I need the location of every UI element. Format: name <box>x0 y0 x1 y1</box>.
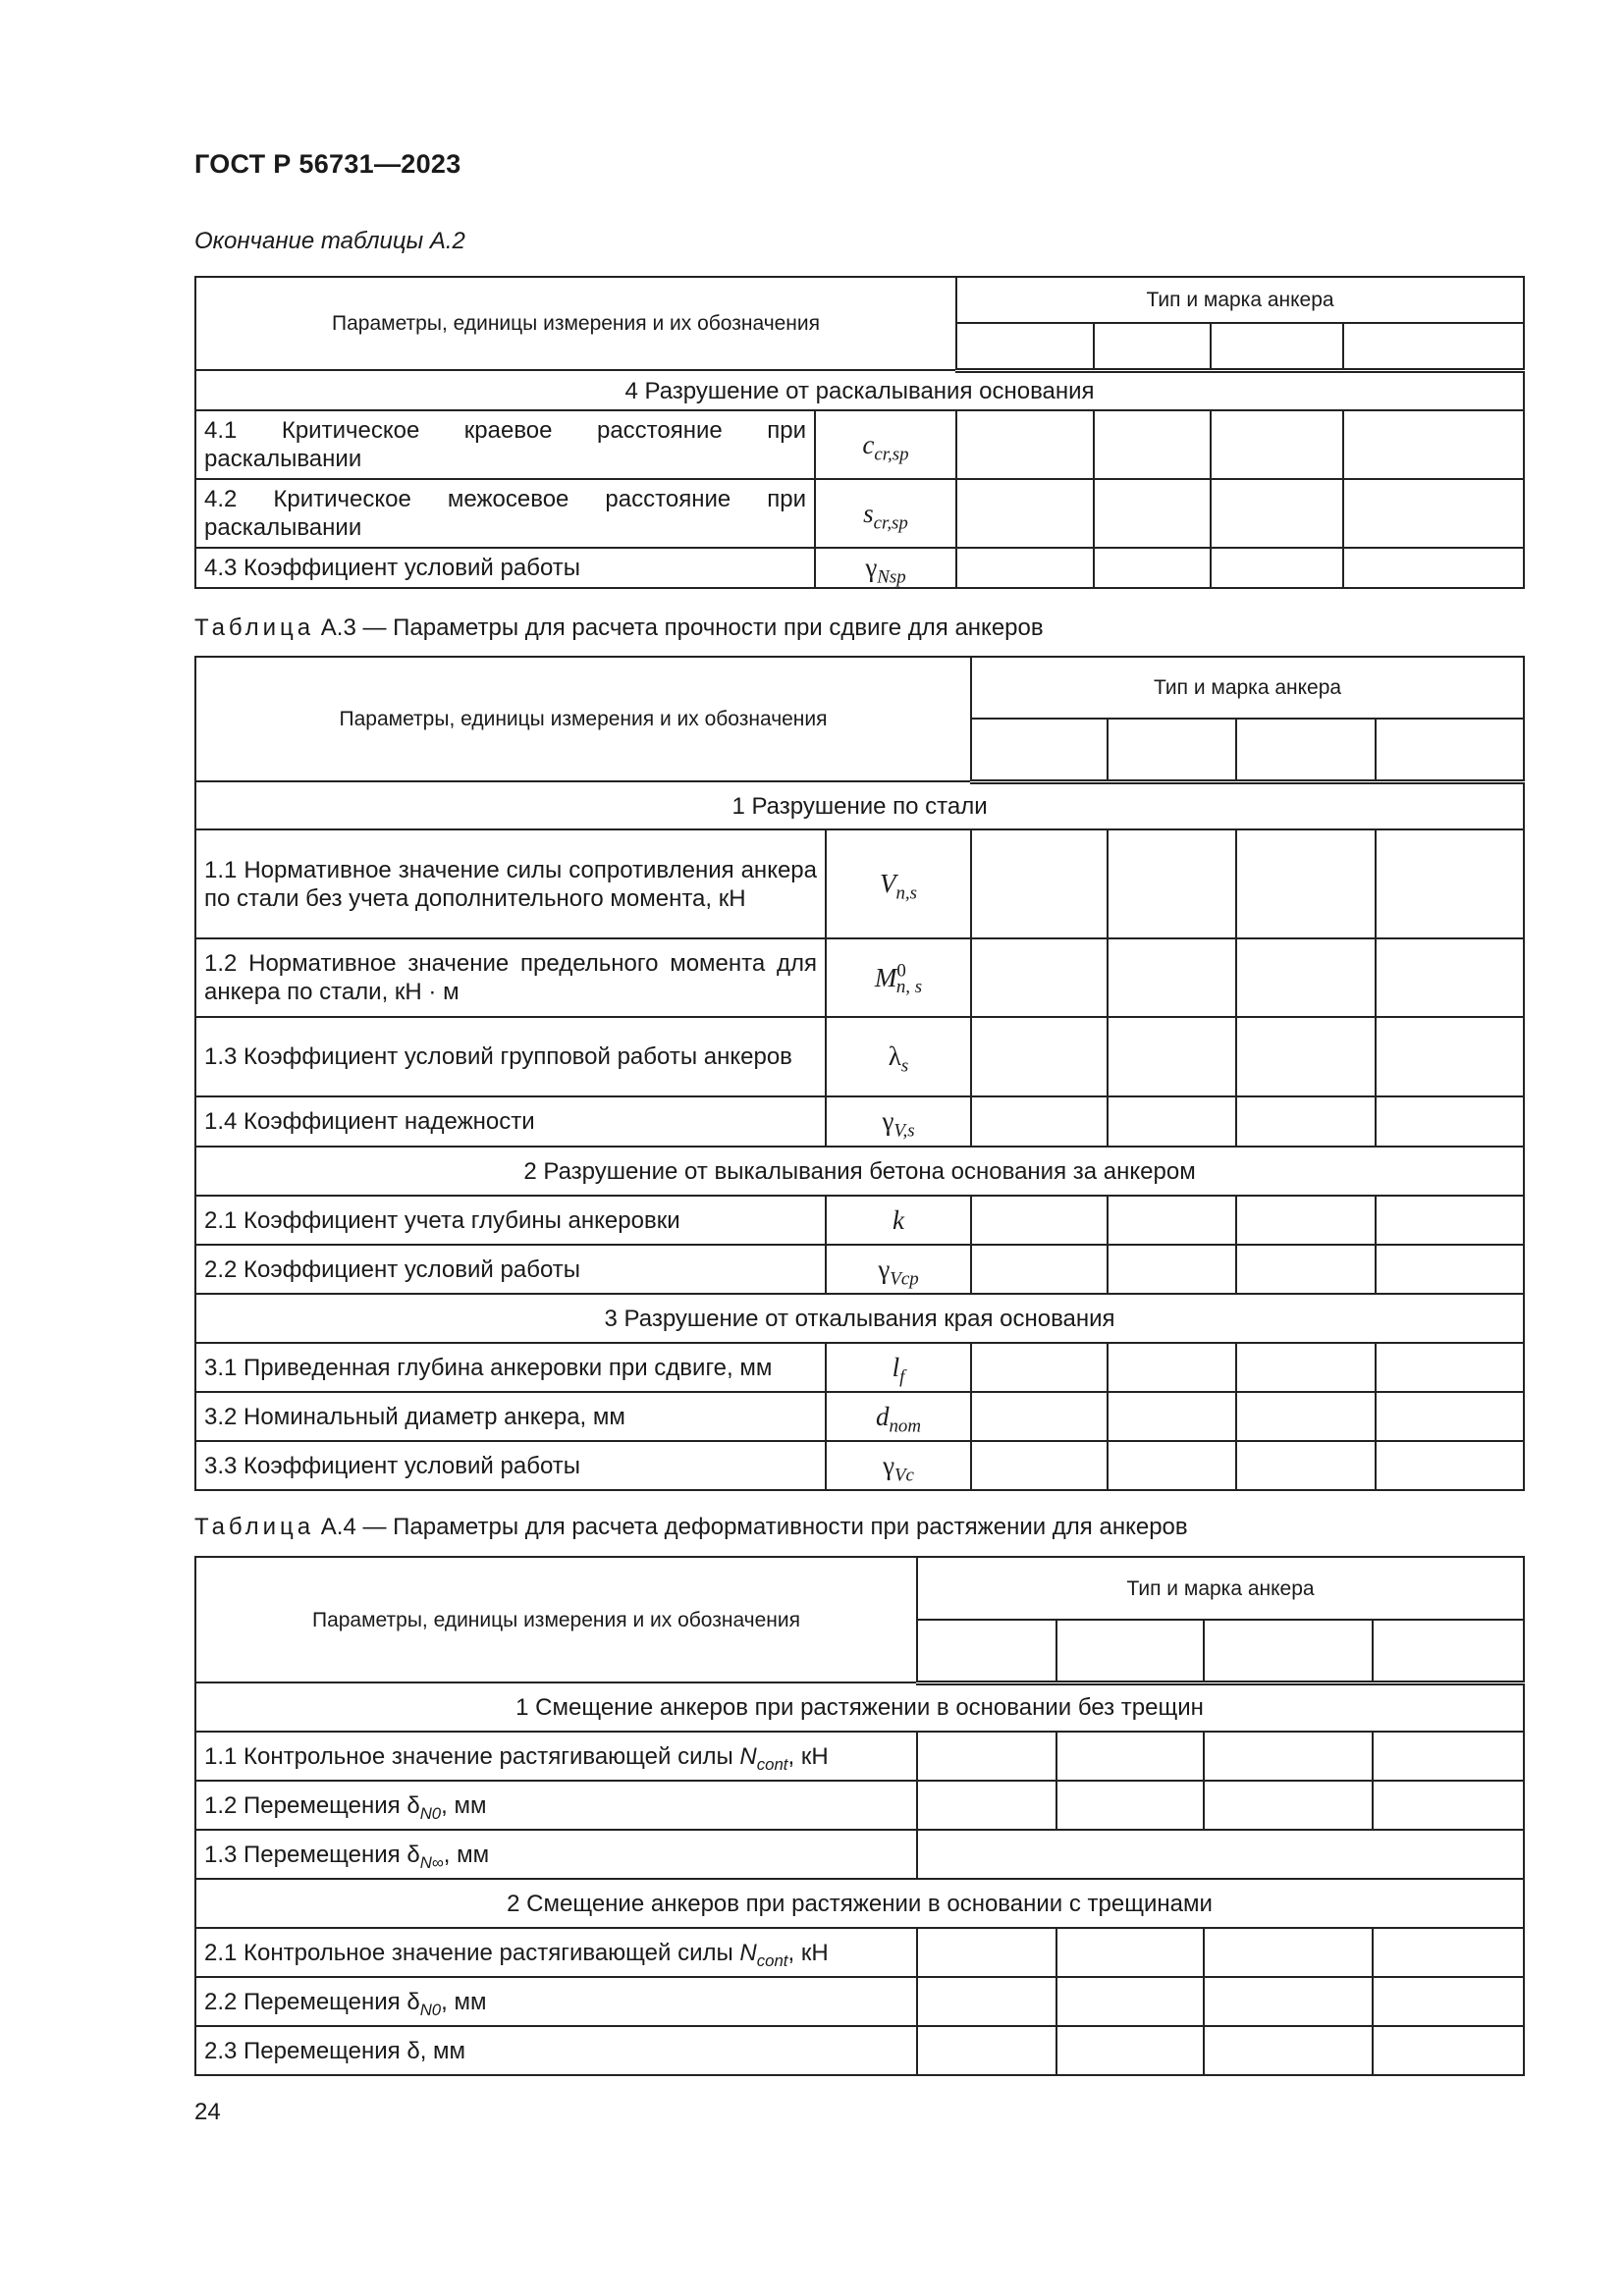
symbol-base: γ <box>883 1450 894 1480</box>
variable: δ <box>406 1988 420 2015</box>
symbol-base: γ <box>882 1106 894 1136</box>
param-name: 1.4 Коэффициент надежности <box>195 1096 826 1147</box>
anchor-type-header: Тип и марка анкера <box>956 277 1524 323</box>
section-title: 2 Смещение анкеров при растяжении в основании с трещинами <box>195 1879 1524 1928</box>
unit-text: , мм <box>419 2037 466 2064</box>
anchor-column-1 <box>971 719 1108 781</box>
param-symbol <box>826 829 971 938</box>
unit-text: , мм <box>443 1841 490 1868</box>
document-code: ГОСТ Р 56731—2023 <box>194 149 461 179</box>
table-row <box>195 1830 1524 1879</box>
param-name: 1.1 Нормативное значение силы сопротивления анкера по стали без учета дополнительного момента, кН <box>195 829 826 938</box>
variable: δ <box>406 1791 420 1819</box>
table-a4 <box>194 1556 1525 2076</box>
unit-text: , мм <box>441 1791 487 1819</box>
param-header: Параметры, единицы измерения и их обозначения <box>195 657 971 781</box>
label-text: 2.1 Контрольное значение растягивающей силы <box>204 1939 740 1966</box>
symbol-subscript: n,s <box>895 882 918 904</box>
table-row <box>195 1343 1524 1392</box>
section-title: 1 Смещение анкеров при растяжении в основании без трещин <box>195 1682 1524 1732</box>
param-name: 2.2 Коэффициент условий работы <box>195 1245 826 1294</box>
symbol-base: M <box>874 962 897 992</box>
variable: δ <box>406 1841 420 1868</box>
table-a3 <box>194 656 1525 1491</box>
symbol-subscript: Vcp <box>890 1268 919 1290</box>
param-name: 1.2 Нормативное значение предельного момента для анкера по стали, кН · м <box>195 938 826 1017</box>
symbol-base: d <box>875 1401 890 1431</box>
param-name <box>195 2026 917 2075</box>
variable-subscript: N∞ <box>419 1852 444 1872</box>
variable-subscript: cont <box>756 1754 788 1774</box>
table-row <box>195 1732 1524 1781</box>
param-name: 4.1 Критическое краевое расстояние при раскалывании <box>195 410 815 479</box>
label-text: 1.1 Контрольное значение растягивающей силы <box>204 1742 740 1770</box>
param-name: 3.3 Коэффициент условий работы <box>195 1441 826 1490</box>
variable-subscript: N0 <box>419 1803 442 1823</box>
symbol-subscript: cr,sp <box>874 444 909 465</box>
param-name: 4.3 Коэффициент условий работы <box>195 548 815 588</box>
section-title: 1 Разрушение по стали <box>195 781 1524 829</box>
param-symbol <box>826 1196 971 1245</box>
section-title: 4 Разрушение от раскалывания основания <box>195 370 1524 410</box>
anchor-column-1 <box>956 323 1094 370</box>
caption-label: Таблица <box>194 1514 315 1540</box>
symbol-subscript: cr,sp <box>873 512 908 534</box>
symbol-base: V <box>879 869 896 898</box>
table-row <box>195 410 1524 479</box>
table-row <box>195 1441 1524 1490</box>
unit-text: , кН <box>787 1742 829 1770</box>
variable-subscript: cont <box>756 1950 788 1970</box>
anchor-column-2 <box>1056 1620 1204 1682</box>
anchor-column-2 <box>1094 323 1211 370</box>
param-name: 2.1 Коэффициент учета глубины анкеровки <box>195 1196 826 1245</box>
symbol-subscript: s <box>900 1055 909 1077</box>
symbol-subscript: n, s <box>895 977 923 998</box>
anchor-column-3 <box>1211 323 1343 370</box>
variable: N <box>739 1742 757 1770</box>
param-name: 4.2 Критическое межосевое расстояние при раскалывании <box>195 479 815 548</box>
table-row <box>195 1781 1524 1830</box>
symbol-subscript: nom <box>889 1415 922 1437</box>
param-header: Параметры, единицы измерения и их обозначения <box>195 1557 917 1682</box>
table-row <box>195 1017 1524 1096</box>
param-symbol <box>826 1392 971 1441</box>
param-name: 3.1 Приведенная глубина анкеровки при сдвиге, мм <box>195 1343 826 1392</box>
unit-text: , кН <box>787 1939 829 1966</box>
section-title: 2 Разрушение от выкалывания бетона основания за анкером <box>195 1147 1524 1196</box>
symbol-base: γ <box>865 553 878 582</box>
param-name: 1.3 Коэффициент условий групповой работы анкеров <box>195 1017 826 1096</box>
anchor-column-3 <box>1236 719 1376 781</box>
page-number: 24 <box>194 2099 221 2125</box>
section-title: 3 Разрушение от откалывания края основания <box>195 1294 1524 1343</box>
symbol-superscript: 0 <box>896 960 906 982</box>
symbol-subscript: Nsp <box>877 566 906 588</box>
table-row <box>195 548 1524 588</box>
label-text: 2.3 Перемещения <box>204 2037 407 2064</box>
label-text: 1.3 Перемещения <box>204 1841 407 1868</box>
caption-text: А.3 — Параметры для расчета прочности при сдвиге для анкеров <box>314 614 1044 641</box>
param-name <box>195 1830 917 1879</box>
anchor-column-3 <box>1204 1620 1373 1682</box>
table-row <box>195 829 1524 938</box>
caption-label: Таблица <box>194 614 315 641</box>
table-row <box>195 1245 1524 1294</box>
symbol-base: c <box>862 429 875 459</box>
variable-subscript: N0 <box>419 2000 442 2019</box>
table-row <box>195 1392 1524 1441</box>
symbol-subscript: V,s <box>893 1120 915 1142</box>
param-symbol <box>826 938 971 1017</box>
param-header: Параметры, единицы измерения и их обозначения <box>195 277 956 370</box>
table-row <box>195 1096 1524 1147</box>
anchor-column-1 <box>917 1620 1056 1682</box>
table-row <box>195 1977 1524 2026</box>
param-name <box>195 1977 917 2026</box>
anchor-column-4 <box>1343 323 1524 370</box>
param-name <box>195 1928 917 1977</box>
table-row <box>195 1196 1524 1245</box>
table-row <box>195 2026 1524 2075</box>
variable: δ <box>406 2037 420 2064</box>
param-symbol <box>815 548 956 588</box>
anchor-column-4 <box>1373 1620 1524 1682</box>
symbol-base: l <box>892 1352 900 1382</box>
param-name <box>195 1732 917 1781</box>
symbol-base: γ <box>878 1254 891 1284</box>
param-name: 3.2 Номинальный диаметр анкера, мм <box>195 1392 826 1441</box>
anchor-type-header: Тип и марка анкера <box>971 657 1524 719</box>
unit-text: , мм <box>441 1988 487 2015</box>
variable: N <box>739 1939 757 1966</box>
symbol-base: s <box>863 498 874 528</box>
param-name <box>195 1781 917 1830</box>
table-a4-caption <box>194 1514 1188 1541</box>
symbol-base: k <box>893 1204 904 1235</box>
label-text: 1.2 Перемещения <box>204 1791 407 1819</box>
table-a2 <box>194 276 1525 589</box>
param-symbol <box>826 1096 971 1147</box>
param-symbol <box>815 479 956 548</box>
table-row <box>195 1928 1524 1977</box>
table-row <box>195 479 1524 548</box>
table-a3-caption <box>194 614 1044 642</box>
param-symbol <box>826 1343 971 1392</box>
param-symbol <box>815 410 956 479</box>
anchor-column-4 <box>1376 719 1524 781</box>
param-symbol <box>826 1245 971 1294</box>
table-a2-caption: Окончание таблицы А.2 <box>194 228 465 254</box>
symbol-subscript: f <box>899 1366 905 1388</box>
table-row <box>195 938 1524 1017</box>
param-symbol <box>826 1441 971 1490</box>
anchor-type-header: Тип и марка анкера <box>917 1557 1524 1620</box>
label-text: 2.2 Перемещения <box>204 1988 407 2015</box>
anchor-column-2 <box>1108 719 1236 781</box>
merged-empty-cell <box>917 1830 1524 1879</box>
param-symbol <box>826 1017 971 1096</box>
symbol-subscript: Vc <box>894 1465 914 1486</box>
caption-text: А.4 — Параметры для расчета деформативности при растяжении для анкеров <box>314 1514 1188 1540</box>
symbol-base: λ <box>888 1041 901 1071</box>
